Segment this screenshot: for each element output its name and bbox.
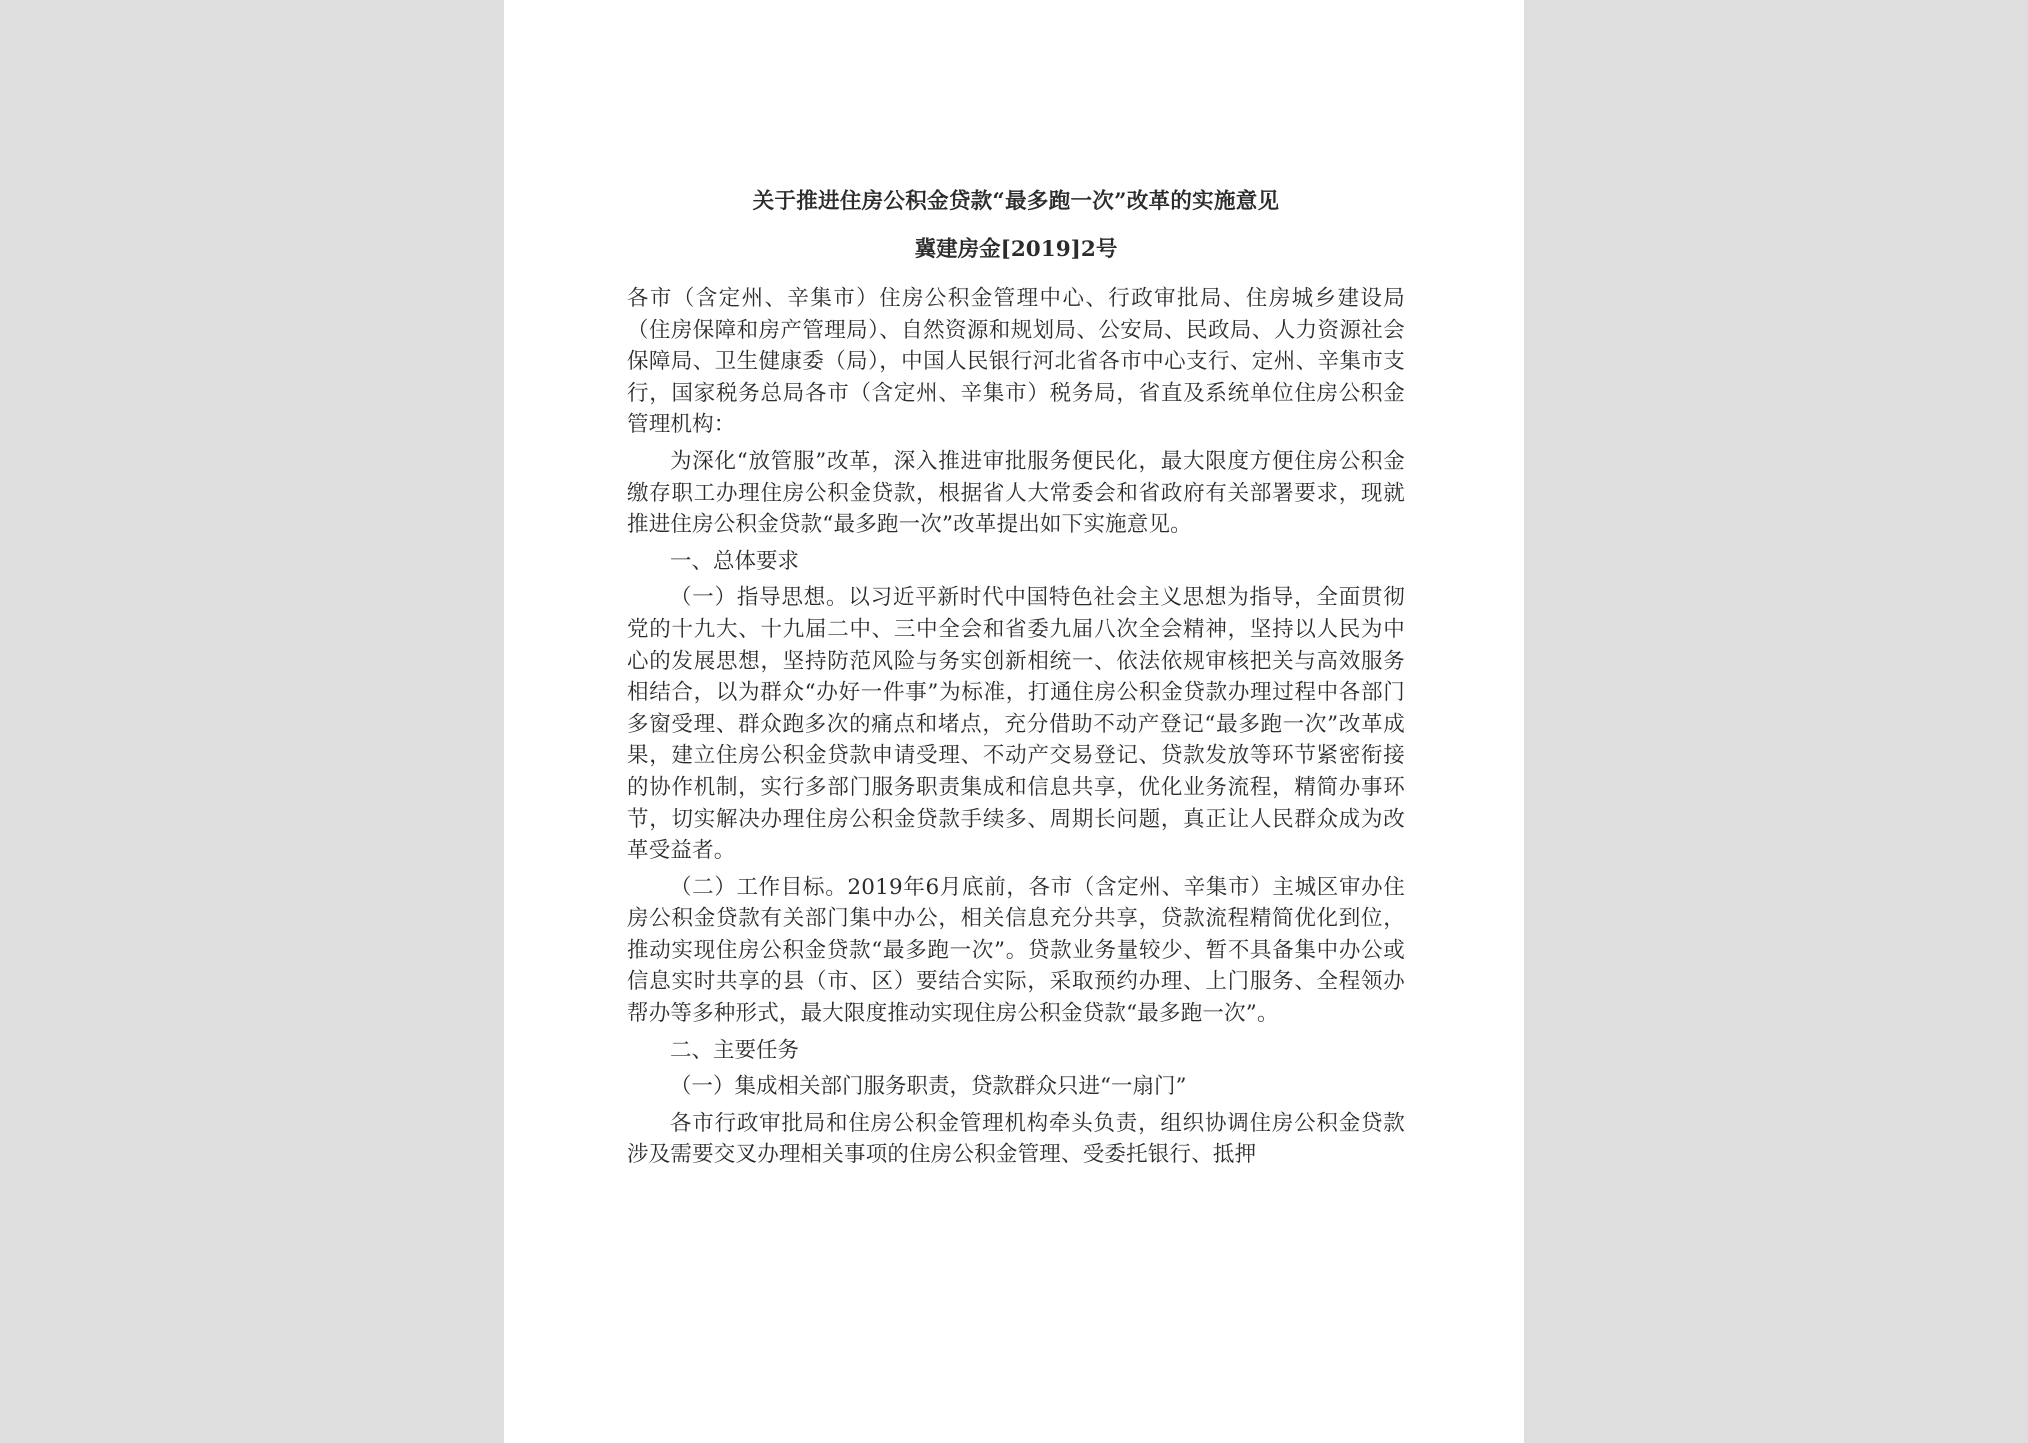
document-number: 冀建房金[2019]2号 — [914, 237, 1118, 262]
document-page — [504, 0, 1524, 1443]
section-2-subheading-1: （一）集成相关部门服务职责，贷款群众只进“一扇门” — [670, 1074, 1187, 1100]
section-1-heading: 一、总体要求 — [670, 548, 800, 574]
document-content — [627, 183, 1405, 1176]
document-title: 关于推进住房公积金贷款“最多跑一次”改革的实施意见 — [752, 189, 1280, 214]
section-1-paragraph-2: （二）工作目标。2019年6月底前，各市（含定州、辛集市）主城区审办住房公积金贷款有关部门集中办公，相关信息充分共享，贷款流程精简优化到位，推动实现住房公积金贷款“最多跑一次”。贷款业务量较少、暂不具备集中办公或信息实时共享的县（市、区）要结合实际，采取预约办理、上门服务、全程领办帮办等多种形式，最大限度推动实现住房公积金贷款“最多跑一次”。 — [627, 874, 1405, 1027]
addressee-paragraph: 各市（含定州、辛集市）住房公积金管理中心、行政审批局、住房城乡建设局（住房保障和房产管理局）、自然资源和规划局、公安局、民政局、人力资源社会保障局、卫生健康委（局），中国人民银行河北省各市中心支行、定州、辛集市支行，国家税务总局各市（含定州、辛集市）税务局，省直及系统单位住房公积金管理机构： — [627, 286, 1405, 438]
section-2-paragraph-1: 各市行政审批局和住房公积金管理机构牵头负责，组织协调住房公积金贷款涉及需要交叉办理相关事项的住房公积金管理、受委托银行、抵押 — [627, 1110, 1405, 1168]
section-2-heading: 二、主要任务 — [670, 1037, 800, 1063]
intro-paragraph: 为深化“放管服”改革，深入推进审批服务便民化，最大限度方便住房公积金缴存职工办理住房公积金贷款，根据省人大常委会和省政府有关部署要求，现就推进住房公积金贷款“最多跑一次”改革提出如下实施意见。 — [627, 448, 1405, 538]
section-1-paragraph-1: （一）指导思想。以习近平新时代中国特色社会主义思想为指导，全面贯彻党的十九大、十九届二中、三中全会和省委九届八次全会精神，坚持以人民为中心的发展思想，坚持防范风险与务实创新相统一、依法依规审核把关与高效服务相结合，以为群众“办好一件事”为标准，打通住房公积金贷款办理过程中各部门多窗受理、群众跑多次的痛点和堵点，充分借助不动产登记“最多跑一次”改革成果，建立住房公积金贷款申请受理、不动产交易登记、贷款发放等环节紧密衔接的协作机制，实行多部门服务职责集成和信息共享，优化业务流程，精简办事环节，切实解决办理住房公积金贷款手续多、周期长问题，真正让人民群众成为改革受益者。 — [627, 585, 1405, 864]
